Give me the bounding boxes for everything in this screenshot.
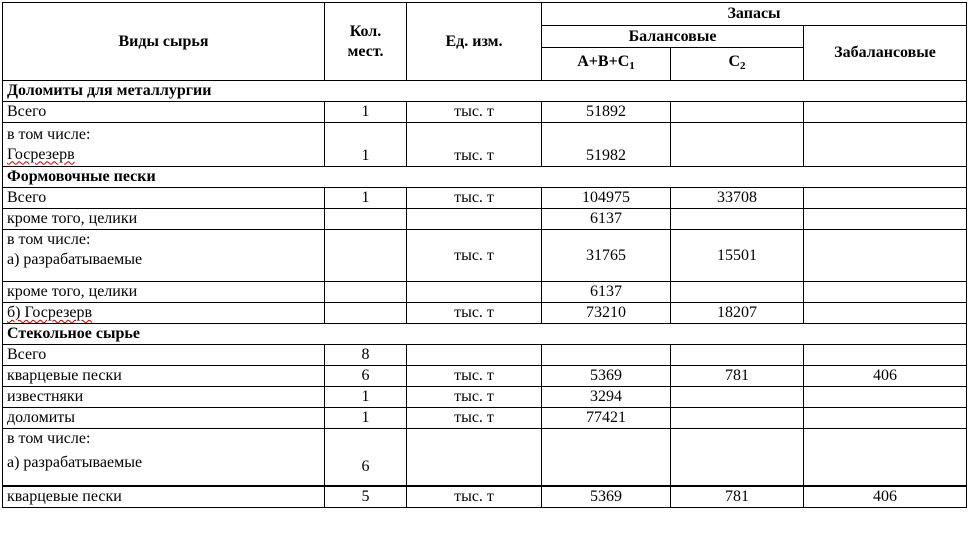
header-qty xyxy=(325,3,407,81)
cell-qty: 6 xyxy=(325,366,407,387)
cell-kind: Всего xyxy=(3,188,325,209)
table-row xyxy=(3,282,967,303)
cell-qty: 8 xyxy=(325,345,407,366)
cell-off xyxy=(804,102,967,123)
cell-c2: 781 xyxy=(671,366,804,387)
cell-kind xyxy=(3,429,325,486)
cell-c2 xyxy=(671,209,804,230)
header-abc-subscript: 1 xyxy=(629,60,635,72)
cell-c2: 18207 xyxy=(671,303,804,324)
cell-unit: тыс. т xyxy=(407,188,542,209)
cell-qty: 1 xyxy=(325,408,407,429)
cell-kind-line1: в том числе: xyxy=(7,430,91,447)
cell-qty xyxy=(325,230,407,282)
cell-kind: кварцевые пески xyxy=(3,486,325,508)
cell-unit xyxy=(407,282,542,303)
cell-unit: тыс. т xyxy=(407,486,542,508)
table-row xyxy=(3,188,967,209)
cell-kind: кварцевые пески xyxy=(3,366,325,387)
cell-kind-line1: в том числе: xyxy=(7,125,91,143)
cell-c2 xyxy=(671,102,804,123)
header-qty-line1: Кол. xyxy=(349,22,382,40)
table-row xyxy=(3,209,967,230)
cell-kind: известняки xyxy=(3,387,325,408)
cell-off xyxy=(804,188,967,209)
cell-kind-text: б) Госрезерв xyxy=(7,304,93,321)
table-row xyxy=(3,345,967,366)
cell-kind-line1: в том числе: xyxy=(7,231,91,248)
cell-off xyxy=(804,123,967,167)
cell-abc: 3294 xyxy=(542,387,671,408)
cell-abc: 51982 xyxy=(542,123,671,167)
cell-qty: 1 xyxy=(325,387,407,408)
cell-unit: тыс. т xyxy=(407,303,542,324)
cell-unit: тыс. т xyxy=(407,387,542,408)
cell-unit: тыс. т xyxy=(407,230,542,282)
section-row xyxy=(3,324,967,345)
header-qty-line2: мест. xyxy=(347,42,384,60)
cell-off xyxy=(804,230,967,282)
table-row xyxy=(3,303,967,324)
reserves-table xyxy=(2,2,967,508)
cell-unit xyxy=(407,209,542,230)
header-off-balance: Забалансовые xyxy=(804,26,967,81)
cell-qty xyxy=(325,209,407,230)
cell-unit: тыс. т xyxy=(407,123,542,167)
cell-off xyxy=(804,387,967,408)
cell-qty: 1 xyxy=(325,188,407,209)
cell-off: 406 xyxy=(804,486,967,508)
cell-c2 xyxy=(671,408,804,429)
header-unit: Ед. изм. xyxy=(407,3,542,81)
cell-abc: 6137 xyxy=(542,282,671,303)
cell-kind: кроме того, целики xyxy=(3,209,325,230)
cell-off xyxy=(804,282,967,303)
cell-off xyxy=(804,429,967,486)
cell-qty: 1 xyxy=(325,102,407,123)
cell-abc xyxy=(542,429,671,486)
cell-abc: 31765 xyxy=(542,230,671,282)
cell-c2 xyxy=(671,345,804,366)
cell-c2 xyxy=(671,387,804,408)
cell-abc: 5369 xyxy=(542,366,671,387)
cell-qty: 5 xyxy=(325,486,407,508)
cell-qty: 1 xyxy=(325,123,407,167)
section-row xyxy=(3,81,967,102)
header-kinds: Виды сырья xyxy=(3,3,325,81)
cell-abc: 104975 xyxy=(542,188,671,209)
section-molding-sands: Формовочные пески xyxy=(3,167,967,188)
section-dolomites: Доломиты для металлургии xyxy=(3,81,967,102)
cell-unit: тыс. т xyxy=(407,408,542,429)
table-row xyxy=(3,123,967,167)
header-c2-subscript: 2 xyxy=(740,60,746,72)
header-c2 xyxy=(671,48,804,81)
cell-kind: кроме того, целики xyxy=(3,282,325,303)
table-row xyxy=(3,102,967,123)
table-row xyxy=(3,366,967,387)
cell-qty xyxy=(325,303,407,324)
section-glass: Стекольное сырье xyxy=(3,324,967,345)
cell-kind-line2: а) разрабатываемые xyxy=(7,251,143,268)
cell-c2 xyxy=(671,123,804,167)
cell-abc xyxy=(542,345,671,366)
header-reserves: Запасы xyxy=(542,3,967,26)
cell-abc: 6137 xyxy=(542,209,671,230)
cell-unit: тыс. т xyxy=(407,102,542,123)
cell-off xyxy=(804,209,967,230)
cell-unit xyxy=(407,429,542,486)
cell-off: 406 xyxy=(804,366,967,387)
cell-c2: 15501 xyxy=(671,230,804,282)
cell-kind xyxy=(3,303,325,324)
cell-kind: Всего xyxy=(3,345,325,366)
table-row xyxy=(3,230,967,282)
cell-unit xyxy=(407,345,542,366)
table-row xyxy=(3,387,967,408)
table-row xyxy=(3,429,967,486)
cell-kind-line2: а) разрабатываемые xyxy=(7,454,143,471)
cell-qty xyxy=(325,282,407,303)
section-row xyxy=(3,167,967,188)
cell-c2 xyxy=(671,282,804,303)
cell-kind xyxy=(3,123,325,167)
table-row xyxy=(3,486,967,508)
cell-kind: доломиты xyxy=(3,408,325,429)
table-row xyxy=(3,408,967,429)
cell-c2: 781 xyxy=(671,486,804,508)
header-abc xyxy=(542,48,671,81)
cell-kind-line2: Госрезерв xyxy=(7,145,75,163)
cell-unit: тыс. т xyxy=(407,366,542,387)
cell-off xyxy=(804,303,967,324)
cell-off xyxy=(804,408,967,429)
header-balance: Балансовые xyxy=(542,26,804,48)
cell-kind xyxy=(3,230,325,282)
header-abc-text: А+В+С xyxy=(577,53,630,70)
cell-abc: 73210 xyxy=(542,303,671,324)
cell-abc: 77421 xyxy=(542,408,671,429)
cell-qty: 6 xyxy=(325,429,407,486)
cell-kind: Всего xyxy=(3,102,325,123)
cell-c2: 33708 xyxy=(671,188,804,209)
cell-off xyxy=(804,345,967,366)
cell-abc: 5369 xyxy=(542,486,671,508)
cell-c2 xyxy=(671,429,804,486)
cell-abc: 51892 xyxy=(542,102,671,123)
header-c2-text: С xyxy=(728,53,741,70)
